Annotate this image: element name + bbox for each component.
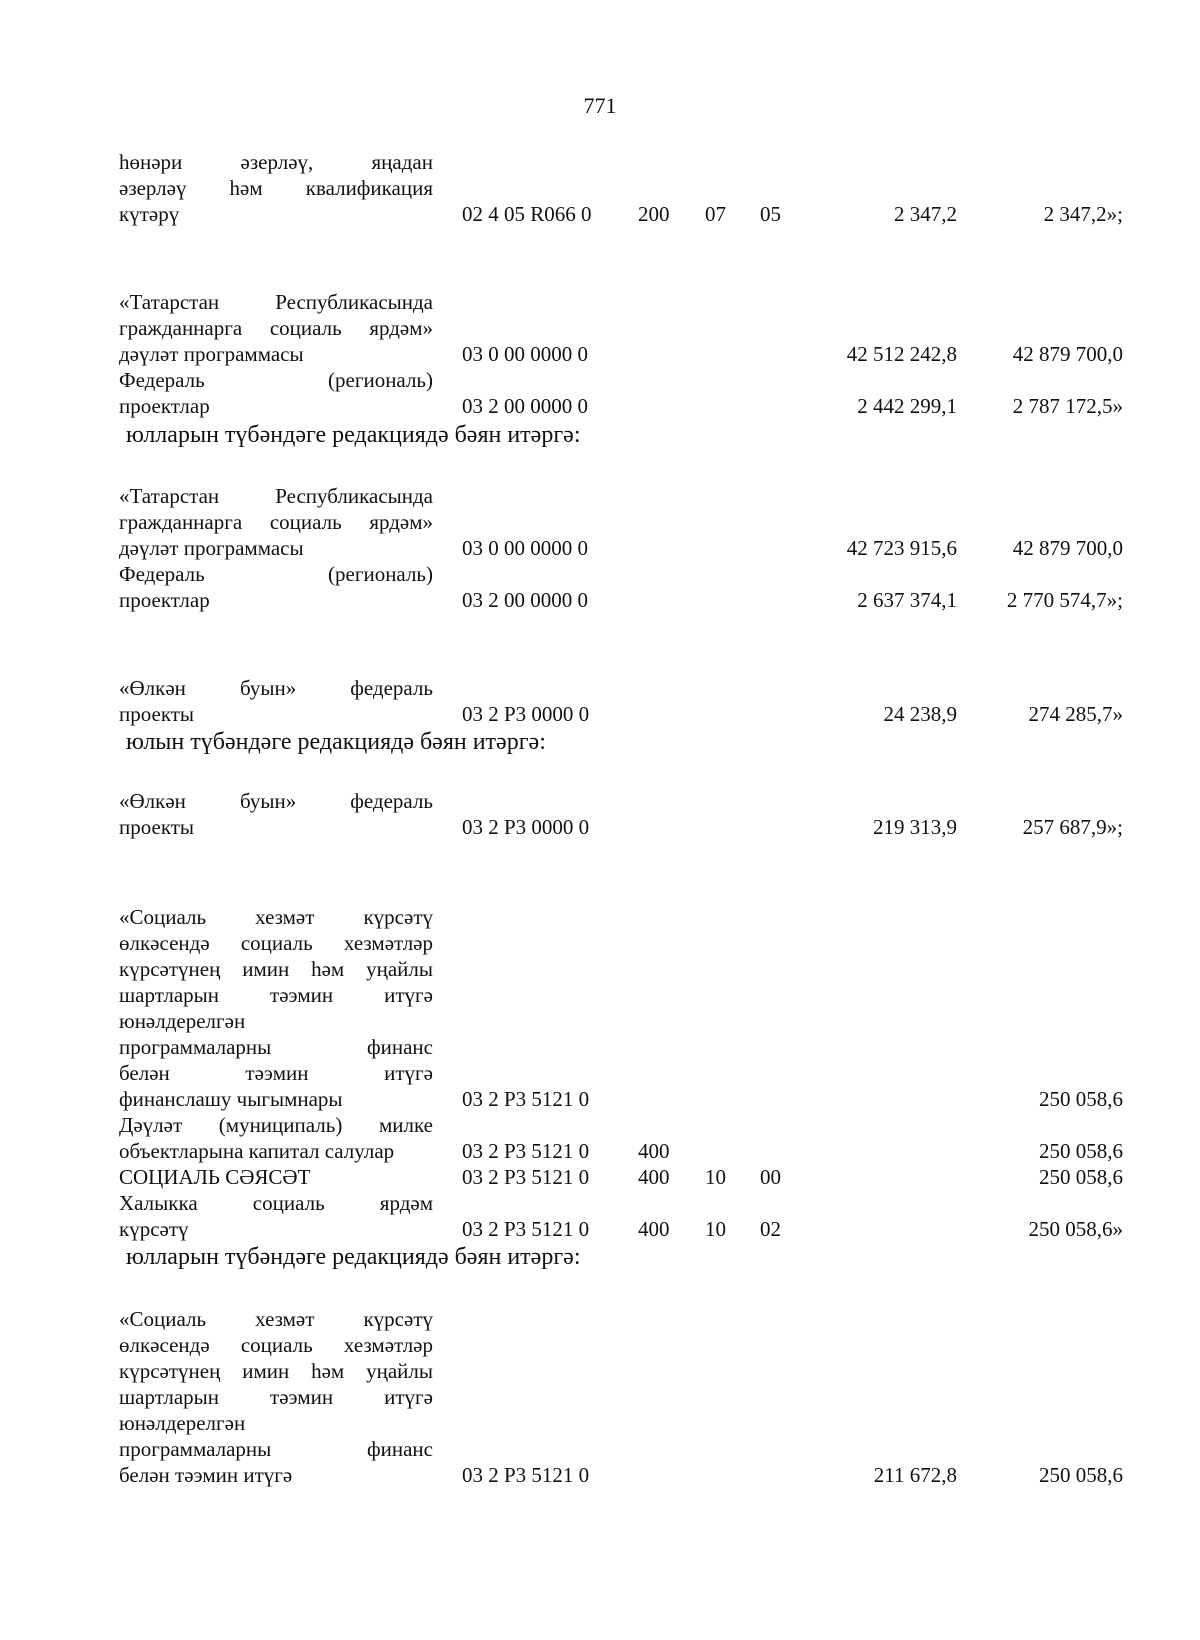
row-subsection: 02	[760, 1217, 781, 1241]
row-description	[119, 675, 433, 727]
row-sum-2: 250 058,6	[1039, 1165, 1123, 1189]
description-line: финанслашу чыгымнары	[119, 1087, 343, 1111]
row-code: 03 2 P3 0000 0	[462, 702, 590, 726]
description-line: өлкәсендә социаль хезмәтләр	[119, 1333, 433, 1357]
description-line: «Татарстан Республикасында	[119, 290, 433, 314]
row-sum-2: 274 285,7»	[1028, 702, 1123, 726]
row-expense-type: 400	[638, 1165, 670, 1189]
row-description	[119, 289, 433, 367]
row-description	[119, 561, 433, 613]
description-line: юнәлдерелгән	[119, 1009, 246, 1033]
description-line: һөнәри әзерләү, яңадан	[119, 150, 433, 174]
row-description	[119, 1112, 433, 1164]
description-line: дәүләт программасы	[119, 342, 304, 366]
instruction-text: юлларын түбәндәге редакциядә бәян итәргә:	[126, 1244, 581, 1270]
row-sum-2: 42 879 700,0	[1012, 536, 1123, 560]
row-code: 03 2 P3 5121 0	[462, 1463, 590, 1487]
description-line: СОЦИАЛЬ СӘЯСӘТ	[119, 1165, 311, 1189]
description-line: «Өлкән буын» федераль	[119, 789, 433, 813]
description-line: «Социаль хезмәт күрсәтү	[119, 905, 433, 929]
row-sum-1: 2 637 374,1	[857, 588, 957, 612]
row-description	[119, 1164, 433, 1190]
row-expense-type: 200	[638, 202, 670, 226]
row-sum-1: 219 313,9	[873, 815, 957, 839]
row-code: 02 4 05 R066 0	[462, 202, 592, 226]
row-sum-2: 2 347,2»;	[1043, 202, 1123, 226]
description-line: шартларын тәэмин итүгә	[119, 1385, 433, 1409]
description-line: объектларына капитал салулар	[119, 1139, 395, 1163]
description-line: әзерләү һәм квалификация	[119, 176, 433, 200]
description-line: «Татарстан Республикасында	[119, 484, 433, 508]
row-expense-type: 400	[638, 1139, 670, 1163]
description-line: белән тәэмин итүгә	[119, 1061, 433, 1085]
row-sum-2: 2 787 172,5»	[1012, 394, 1123, 418]
row-sum-2: 250 058,6	[1039, 1139, 1123, 1163]
row-code: 03 2 P3 5121 0	[462, 1165, 590, 1189]
row-sum-1: 24 238,9	[883, 702, 957, 726]
row-description	[119, 1190, 433, 1242]
description-line: «Социаль хезмәт күрсәтү	[119, 1307, 433, 1331]
instruction-text: юлларын түбәндәге редакциядә бәян итәргә:	[126, 422, 581, 448]
description-line: өлкәсендә социаль хезмәтләр	[119, 931, 433, 955]
row-description	[119, 367, 433, 419]
row-expense-type: 400	[638, 1217, 670, 1241]
row-description	[119, 904, 433, 1112]
description-line: юнәлдерелгән	[119, 1411, 246, 1435]
row-subsection: 00	[760, 1165, 781, 1189]
row-section: 10	[705, 1217, 726, 1241]
row-description	[119, 788, 433, 840]
row-sum-1: 2 442 299,1	[857, 394, 957, 418]
row-code: 03 2 P3 0000 0	[462, 815, 590, 839]
row-description	[119, 1306, 433, 1488]
description-line: шартларын тәэмин итүгә	[119, 983, 433, 1007]
row-sum-1: 42 723 915,6	[846, 536, 957, 560]
description-line: Дәүләт (муниципаль) милке	[119, 1113, 433, 1137]
instruction-text: юлын түбәндәге редакциядә бәян итәргә:	[126, 729, 546, 755]
description-line: гражданнарга социаль ярдәм»	[119, 316, 433, 340]
row-sum-2: 250 058,6»	[1028, 1217, 1123, 1241]
row-code: 03 2 00 0000 0	[462, 588, 588, 612]
row-code: 03 2 P3 5121 0	[462, 1087, 590, 1111]
row-description	[119, 149, 433, 227]
description-line: проекты	[119, 815, 195, 839]
description-line: күрсәтү	[119, 1217, 189, 1241]
row-sum-2: 250 058,6	[1039, 1463, 1123, 1487]
row-subsection: 05	[760, 202, 781, 226]
description-line: Федераль (региональ)	[119, 562, 433, 586]
description-line: Федераль (региональ)	[119, 368, 433, 392]
row-code: 03 0 00 0000 0	[462, 342, 588, 366]
row-section: 07	[705, 202, 726, 226]
row-code: 03 0 00 0000 0	[462, 536, 588, 560]
row-code: 03 2 P3 5121 0	[462, 1217, 590, 1241]
row-sum-2: 250 058,6	[1039, 1087, 1123, 1111]
description-line: «Өлкән буын» федераль	[119, 676, 433, 700]
row-sum-2: 2 770 574,7»;	[1006, 588, 1123, 612]
row-code: 03 2 P3 5121 0	[462, 1139, 590, 1163]
description-line: күрсәтүнең имин һәм уңайлы	[119, 1359, 433, 1383]
row-sum-1: 211 672,8	[873, 1463, 957, 1487]
description-line: проектлар	[119, 394, 210, 418]
description-line: күтәрү	[119, 202, 180, 226]
row-sum-2: 42 879 700,0	[1012, 342, 1123, 366]
row-sum-2: 257 687,9»;	[1022, 815, 1123, 839]
row-sum-1: 2 347,2	[894, 202, 957, 226]
description-line: белән тәэмин итүгә	[119, 1463, 293, 1487]
description-line: программаларны финанс	[119, 1437, 433, 1461]
row-description	[119, 483, 433, 561]
page-number: 771	[583, 93, 617, 118]
description-line: дәүләт программасы	[119, 536, 304, 560]
description-line: гражданнарга социаль ярдәм»	[119, 510, 433, 534]
row-sum-1: 42 512 242,8	[846, 342, 957, 366]
description-line: проекты	[119, 702, 195, 726]
row-code: 03 2 00 0000 0	[462, 394, 588, 418]
row-section: 10	[705, 1165, 726, 1189]
description-line: күрсәтүнең имин һәм уңайлы	[119, 957, 433, 981]
description-line: Халыкка социаль ярдәм	[119, 1191, 433, 1215]
description-line: программаларны финанс	[119, 1035, 433, 1059]
description-line: проектлар	[119, 588, 210, 612]
